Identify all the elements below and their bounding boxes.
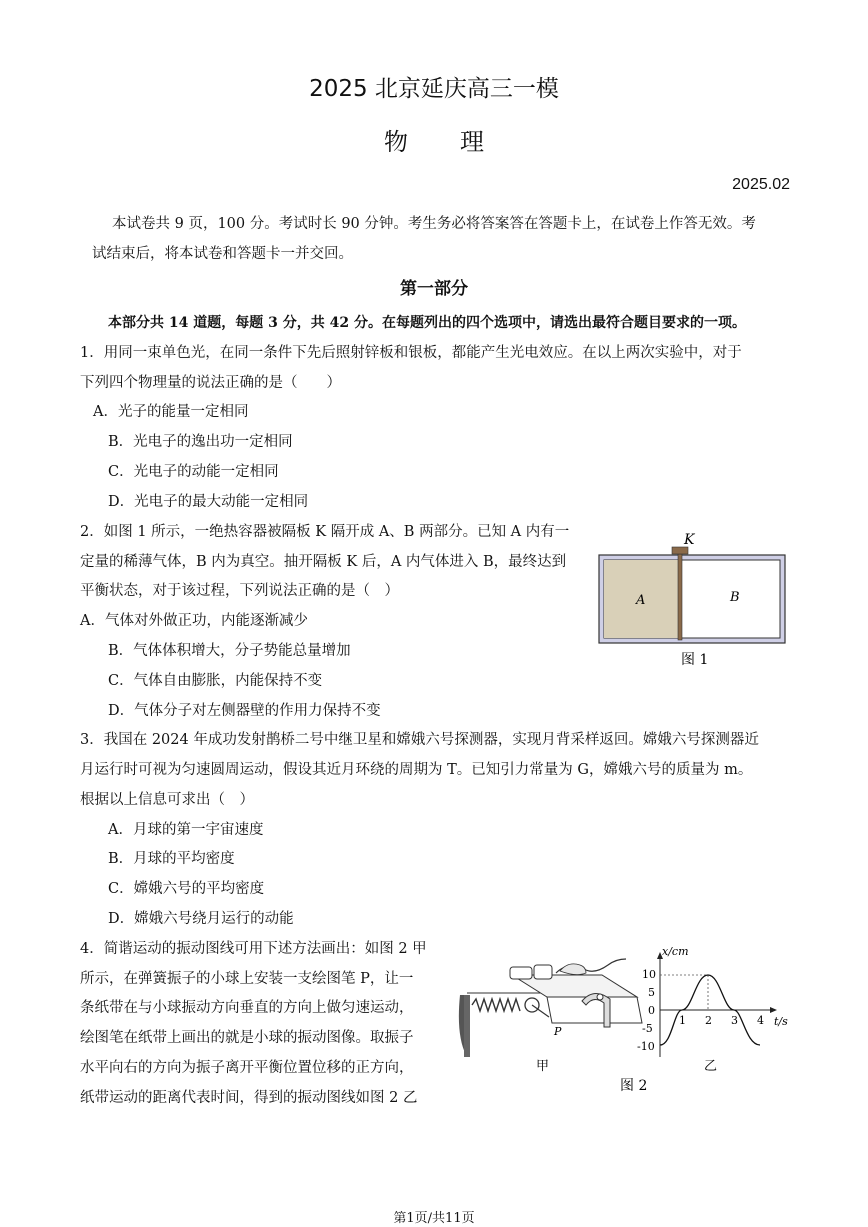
graph-x-tick-2: 2 [705,1014,712,1027]
q1-option-d: D．光电子的最大动能一定相同 [108,494,309,510]
strip-roller-axle [597,994,603,1000]
q1-stem-line-1: 1．用同一束单色光，在同一条件下先后照射锌板和银板，都能产生光电效应。在以上两次实验中，对于 [80,345,742,361]
section-title: 第一部分 [400,279,468,299]
graph-y-tick-5: 5 [648,986,655,999]
hand-pulling [560,964,586,975]
figure-1-caption: 图 1 [681,652,709,668]
label-b: B [730,590,740,605]
label-k: K [684,532,695,548]
graph-y-tick-neg10: -10 [637,1040,655,1053]
q4-stem-line-2: 所示，在弹簧振子的小球上安装一支绘图笔 P，让一 [80,971,414,987]
instructions-line-1: 本试卷共 9 页，100 分。考试时长 90 分钟。考生务必将答案答在答题卡上，在试卷上作答无效。考 [112,216,756,232]
paper-strip-lower [547,997,642,1023]
q3-stem-line-1: 3．我国在 2024 年成功发射鹊桥二号中继卫星和嫦娥六号探测器，实现月背采样返回。嫦娥六号探测器近 [80,732,759,748]
q4-stem-line-6: 纸带运动的距离代表时间，得到的振动图线如图 2 乙 [80,1090,418,1106]
q1-stem-line-2: 下列四个物理量的说法正确的是（ ） [80,375,341,391]
roller-mid [534,965,552,979]
q3-stem-line-3: 根据以上信息可求出（ ） [80,792,254,808]
exam-date: 2025.02 [732,176,790,193]
label-a: A [636,593,646,608]
figure-2-graph [637,945,788,1074]
spring [472,999,520,1011]
q2-stem-line-2: 定量的稀薄气体，B 内为真空。抽开隔板 K 后，A 内气体进入 B，最终达到 [80,554,567,570]
q3-option-c: C．嫦娥六号的平均密度 [108,881,265,897]
section-intro: 本部分共 14 道题，每题 3 分，共 42 分。在每题列出的四个选项中，请选出最符合题目要求的一项。 [108,315,746,331]
graph-y-label: x/cm [662,945,689,958]
instructions-line-2: 试结束后，将本试卷和答题卡一并交回。 [92,246,353,262]
strip-roller-stand [582,993,610,1027]
page-footer: 第1页/共11页 [393,1211,475,1226]
q4-stem-line-1: 4．简谐运动的振动图线可用下述方法画出：如图 2 甲 [80,941,427,957]
subject-title: 物理 [384,128,536,156]
figure-2-apparatus [459,959,642,1074]
figure-1-container [596,530,792,674]
roller-left [510,967,532,979]
partition-k [678,554,682,640]
q1-option-a: A．光子的能量一定相同 [93,404,249,420]
exam-title: 2025 北京延庆高三一模 [309,76,559,102]
figure-2-caption: 图 2 [620,1078,648,1094]
q2-option-c: C．气体自由膨胀，内能保持不变 [108,673,323,689]
figure-2-container [452,935,802,1095]
q4-stem-line-3: 条纸带在与小球振动方向垂直的方向上做匀速运动， [80,1000,414,1016]
q3-option-b: B．月球的平均密度 [108,851,235,867]
graph-y-tick-10: 10 [642,968,656,981]
q1-option-c: C．光电子的动能一定相同 [108,464,279,480]
figure-2-right-caption: 乙 [704,1059,718,1074]
q4-stem-line-4: 绘图笔在纸带上画出的就是小球的振动图像。取振子 [80,1030,414,1046]
pen-label: P [554,1025,562,1038]
q1-option-b: B．光电子的逸出功一定相同 [108,434,293,450]
graph-x-arrow [770,1007,777,1013]
graph-x-tick-3: 3 [731,1014,738,1027]
figure-2-left-caption: 甲 [536,1059,550,1074]
q3-option-d: D．嫦娥六号绕月运行的动能 [108,911,294,927]
graph-y-tick-neg5: -5 [642,1022,653,1035]
graph-x-label: t/s [774,1015,788,1028]
q2-option-d: D．气体分子对左侧器壁的作用力保持不变 [108,703,381,719]
graph-x-tick-1: 1 [679,1014,686,1027]
partition-k-handle [672,547,688,554]
q2-option-b: B．气体体积增大，分子势能总量增加 [108,643,351,659]
q3-stem-line-2: 月运行时可视为匀速圆周运动，假设其近月环绕的周期为 T。已知引力常量为 G，嫦娥六号的质量为 m。 [80,762,753,778]
q2-option-a: A．气体对外做正功，内能逐渐减少 [80,613,308,629]
q2-stem-line-1: 2．如图 1 所示，一绝热容器被隔板 K 隔开成 A、B 两部分。已知 A 内有一 [80,524,570,540]
wall-post [464,995,470,1057]
graph-x-tick-4: 4 [757,1014,764,1027]
q2-stem-line-3: 平衡状态，对于该过程，下列说法正确的是（ ） [80,583,399,599]
q3-option-a: A．月球的第一宇宙速度 [108,822,264,838]
graph-y-tick-0: 0 [648,1004,655,1017]
q4-stem-line-5: 水平向右的方向为振子离开平衡位置位移的正方向， [80,1060,414,1076]
